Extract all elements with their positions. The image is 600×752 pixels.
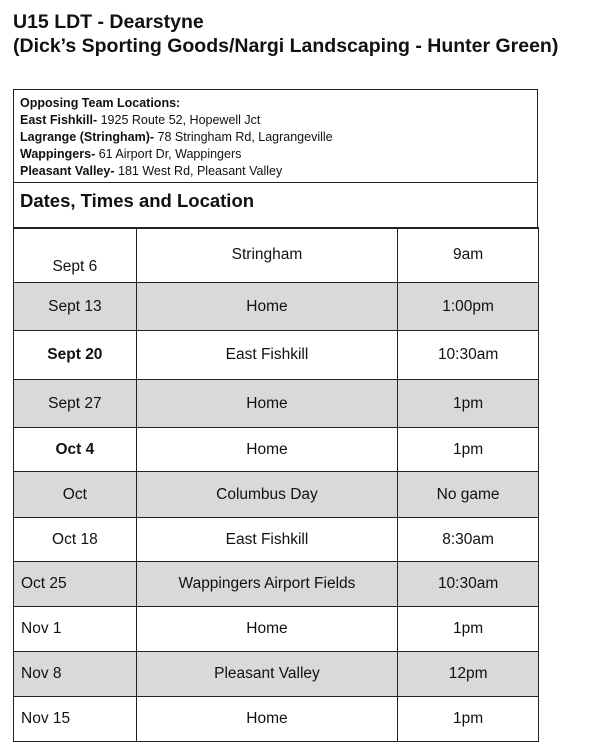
cell-location: Home (136, 607, 397, 652)
location-address: 78 Stringham Rd, Lagrangeville (154, 130, 333, 144)
cell-time: 10:30am (398, 331, 539, 380)
cell-time: 8:30am (398, 518, 539, 562)
cell-location: Stringham (136, 228, 397, 283)
page-title (13, 10, 558, 58)
cell-time: 1pm (398, 697, 539, 742)
cell-time: 1:00pm (398, 283, 539, 331)
cell-time: No game (398, 472, 539, 518)
cell-date: Sept 6 (14, 228, 137, 283)
cell-date: Nov 15 (14, 697, 137, 742)
table-row (14, 472, 539, 518)
table-row (14, 607, 539, 652)
location-address: 61 Airport Dr, Wappingers (95, 147, 242, 161)
section-title: Dates, Times and Location (14, 183, 537, 229)
table-row (14, 228, 539, 283)
location-item (20, 129, 531, 146)
cell-time: 9am (398, 228, 539, 283)
location-item (20, 146, 531, 163)
cell-time: 10:30am (398, 562, 539, 607)
schedule-table (13, 227, 539, 742)
table-row (14, 697, 539, 742)
cell-location: Home (136, 283, 397, 331)
title-line-2: (Dick’s Sporting Goods/Nargi Landscaping - Hunter Green) (13, 35, 559, 57)
cell-location: East Fishkill (136, 518, 397, 562)
table-row (14, 283, 539, 331)
location-item (20, 163, 531, 180)
cell-date: Oct 4 (14, 428, 137, 472)
cell-time: 1pm (398, 380, 539, 428)
table-row (14, 380, 539, 428)
cell-time: 12pm (398, 652, 539, 697)
cell-location: Home (136, 380, 397, 428)
table-row (14, 428, 539, 472)
cell-location: Wappingers Airport Fields (136, 562, 397, 607)
info-box (13, 89, 538, 229)
location-name: Pleasant Valley- (20, 164, 115, 178)
table-row (14, 562, 539, 607)
cell-location: Columbus Day (136, 472, 397, 518)
table-row (14, 331, 539, 380)
cell-location: East Fishkill (136, 331, 397, 380)
location-name: Wappingers- (20, 147, 96, 161)
cell-time: 1pm (398, 607, 539, 652)
location-item (20, 112, 531, 129)
cell-location: Pleasant Valley (136, 652, 397, 697)
table-row (14, 518, 539, 562)
location-address: 181 West Rd, Pleasant Valley (114, 164, 283, 178)
cell-date: Sept 27 (14, 380, 137, 428)
table-row (14, 652, 539, 697)
locations-heading: Opposing Team Locations: (20, 96, 181, 110)
cell-date: Oct (14, 472, 137, 518)
title-line-1: U15 LDT - Dearstyne (13, 11, 204, 33)
cell-date: Sept 13 (14, 283, 137, 331)
cell-date: Oct 18 (14, 518, 137, 562)
cell-date: Sept 20 (14, 331, 137, 380)
location-name: Lagrange (Stringham)- (20, 130, 155, 144)
opposing-locations (14, 90, 537, 183)
cell-location: Home (136, 697, 397, 742)
location-name: East Fishkill- (20, 113, 98, 127)
cell-date: Nov 8 (14, 652, 137, 697)
cell-date: Nov 1 (14, 607, 137, 652)
location-address: 1925 Route 52, Hopewell Jct (97, 113, 261, 127)
cell-time: 1pm (398, 428, 539, 472)
cell-location: Home (136, 428, 397, 472)
cell-date: Oct 25 (14, 562, 137, 607)
